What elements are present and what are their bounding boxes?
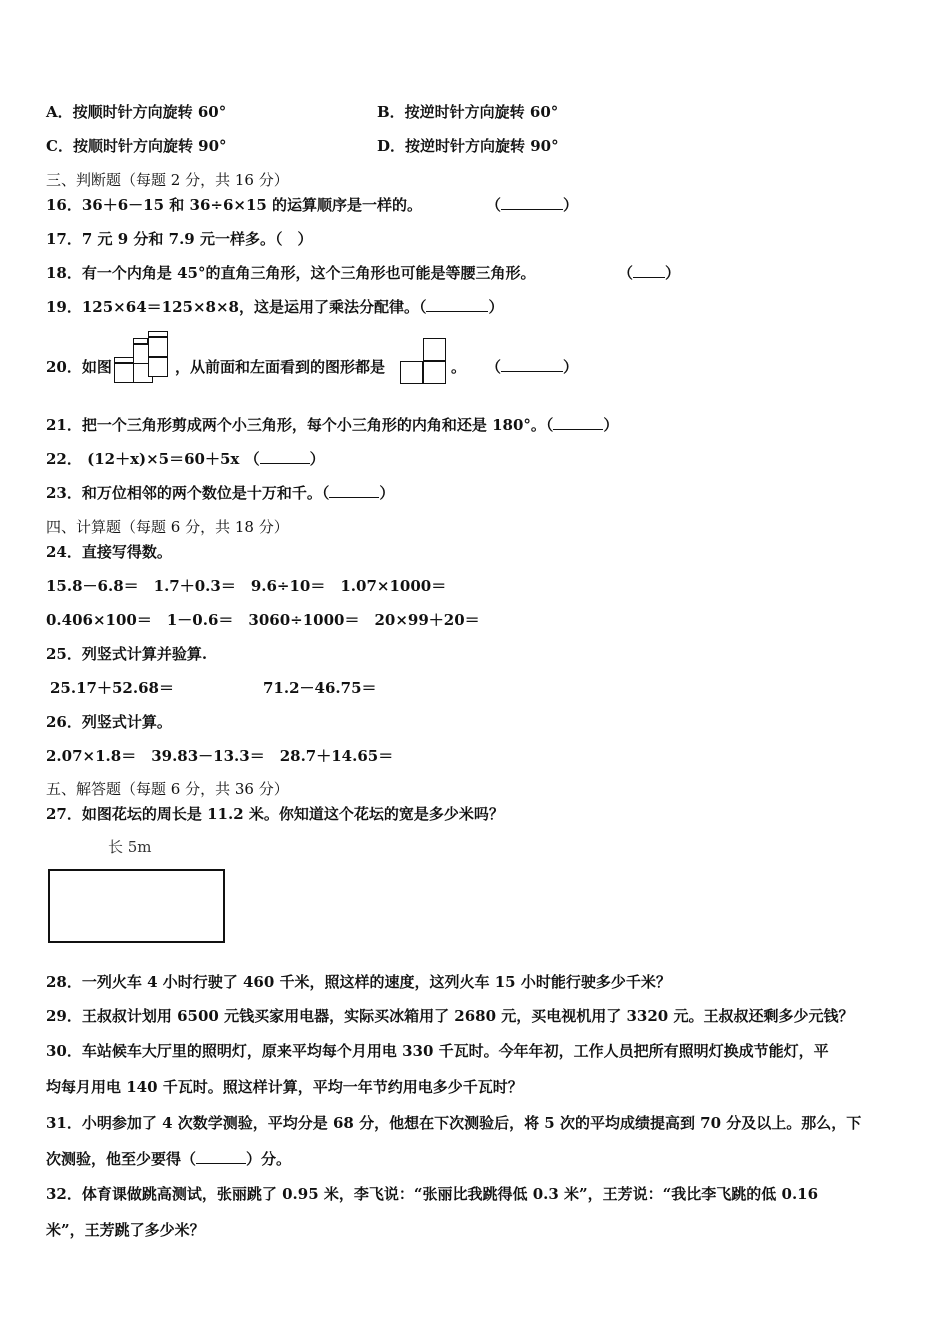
answer-blank-16: （ ） bbox=[486, 196, 579, 214]
section-3-heading: 三、判断题（每题 2 分，共 16 分） bbox=[46, 171, 289, 189]
question-29: 29．王叔叔计划用 6500 元钱买家用电器，实际买冰箱用了 2680 元，买电视机用了 3320 元。王叔叔还剩多少元钱？ bbox=[46, 1007, 854, 1025]
question-32-line-2: 米”，王芳跳了多少米？ bbox=[46, 1221, 205, 1239]
option-c: C．按顺时针方向旋转 90° bbox=[46, 137, 227, 155]
view-shape-figure bbox=[400, 338, 448, 386]
question-24: 24．直接写得数。 bbox=[46, 543, 172, 561]
question-27: 27．如图花坛的周长是 11.2 米。你知道这个花坛的宽是多少米吗？ bbox=[46, 805, 504, 823]
question-31-line-2: 次测验，他至少要得（ ）分。 bbox=[46, 1150, 292, 1168]
question-23: 23．和万位相邻的两个数位是十万和千。（ ） bbox=[46, 484, 395, 502]
section-5-heading: 五、解答题（每题 6 分，共 36 分） bbox=[46, 780, 289, 798]
answer-blank-20: （ ） bbox=[486, 358, 579, 376]
flowerbed-length-label: 长 5m bbox=[108, 838, 152, 856]
section-4-heading: 四、计算题（每题 6 分，共 18 分） bbox=[46, 518, 289, 536]
question-26-row: 2.07×1.8＝ 39.83－13.3＝ 28.7＋14.65＝ bbox=[46, 747, 394, 765]
question-25: 25．列竖式计算并验算. bbox=[46, 645, 208, 663]
question-30-line-1: 30．车站候车大厅里的照明灯，原来平均每个月用电 330 千瓦时。今年年初，工作人员把所有照明灯换成节能灯，平 bbox=[46, 1042, 829, 1060]
question-25-a: 25.17＋52.68＝ bbox=[50, 679, 174, 697]
question-20-middle: ，从前面和左面看到的图形都是 bbox=[175, 358, 386, 376]
option-b: B．按逆时针方向旋转 60° bbox=[377, 103, 559, 121]
question-17: 17．7 元 9 分和 7.9 元一样多。（ ） bbox=[46, 230, 313, 248]
cube-stack-figure bbox=[112, 329, 168, 387]
question-24-row-1: 15.8－6.8＝ 1.7＋0.3＝ 9.6÷10＝ 1.07×1000＝ bbox=[46, 577, 447, 595]
question-30-line-2: 均每月用电 140 千瓦时。照这样计算，平均一年节约用电多少千瓦时？ bbox=[46, 1078, 523, 1096]
question-20-end: 。 bbox=[451, 358, 467, 376]
question-26: 26．列竖式计算。 bbox=[46, 713, 172, 731]
question-16: 16．36＋6－15 和 36÷6×15 的运算顺序是一样的。 bbox=[46, 196, 423, 214]
option-d: D．按逆时针方向旋转 90° bbox=[377, 137, 559, 155]
question-22: 22． (12＋x)×5＝60＋5x （ ） bbox=[46, 450, 325, 468]
question-28: 28．一列火车 4 小时行驶了 460 千米，照这样的速度，这列火车 15 小时能行驶多少千米？ bbox=[46, 973, 671, 991]
question-25-b: 71.2－46.75＝ bbox=[263, 679, 377, 697]
question-19: 19．125×64＝125×8×8，这是运用了乘法分配律。（ ） bbox=[46, 298, 504, 316]
question-31-line-1: 31．小明参加了 4 次数学测验，平均分是 68 分，他想在下次测验后，将 5 次的平均成绩提高到 70 分及以上。那么，下 bbox=[46, 1114, 862, 1132]
question-24-row-2: 0.406×100＝ 1－0.6＝ 3060÷1000＝ 20×99＋20＝ bbox=[46, 611, 480, 629]
question-20-prefix: 20．如图 bbox=[46, 358, 112, 376]
question-21: 21．把一个三角形剪成两个小三角形，每个小三角形的内角和还是 180°。（ ） bbox=[46, 416, 619, 434]
question-18: 18．有一个内角是 45°的直角三角形，这个三角形也可能是等腰三角形。 bbox=[46, 264, 536, 282]
question-32-line-1: 32．体育课做跳高测试，张丽跳了 0.95 米，李飞说：“张丽比我跳得低 0.3 米”，王芳说：“我比李飞跳的低 0.16 bbox=[46, 1185, 819, 1203]
answer-blank-18: （ ） bbox=[618, 264, 681, 282]
option-a: A．按顺时针方向旋转 60° bbox=[46, 103, 227, 121]
flowerbed-rectangle bbox=[48, 869, 225, 943]
